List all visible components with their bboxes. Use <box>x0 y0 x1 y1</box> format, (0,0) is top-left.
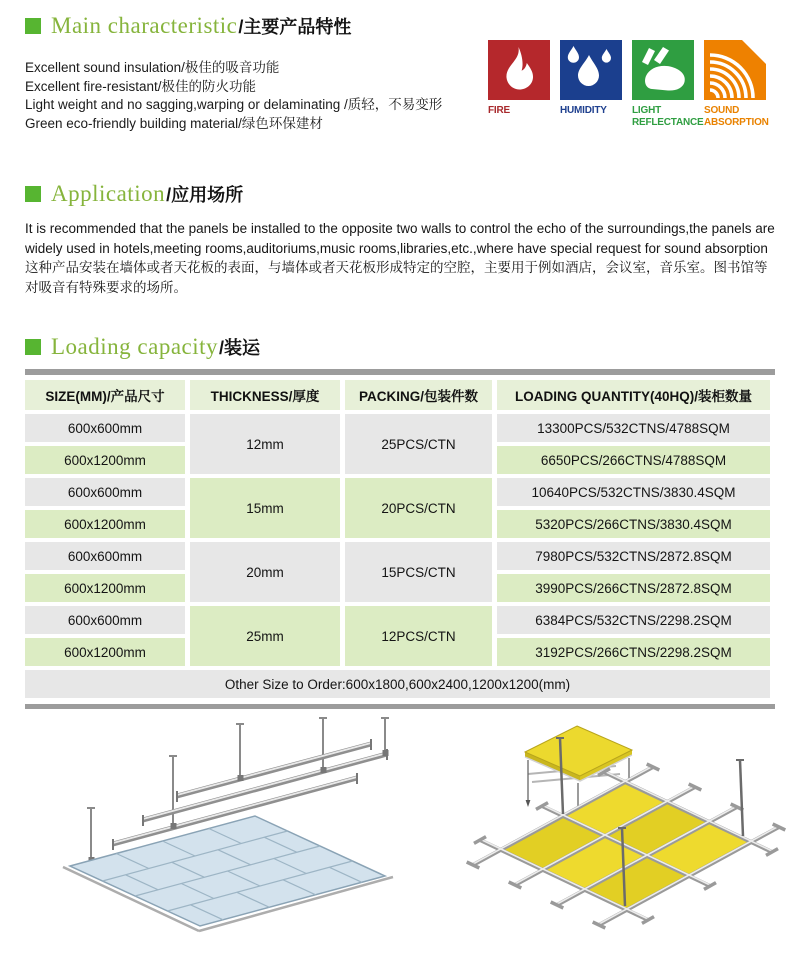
size-cell: 600x600mm <box>25 606 185 634</box>
feature-humidity <box>560 40 622 129</box>
thickness-cell: 15mm <box>190 478 340 538</box>
feature-icons-row <box>488 40 769 129</box>
humidity-icon <box>560 40 622 100</box>
feature-label: SOUND ABSORPTION <box>704 105 769 128</box>
table-row <box>25 606 770 634</box>
diagram-suspended-ceiling-blue-panels <box>25 716 420 951</box>
loading-cell: 3192PCS/266CTNS/2298.2SQM <box>497 638 770 666</box>
col-header-size: SIZE(MM)/产品尺寸 <box>25 380 185 410</box>
characteristic-line: Light weight and no sagging,warping or delaminating /质轻，不易变形 <box>25 97 443 112</box>
application-text-zh: 这种产品安装在墙体或者天花板的表面，与墙体或者天花板形成特定的空腔，主要用于例如酒店，会议室，音乐室。图书馆等对吸音有特殊要求的场所。 <box>25 260 768 295</box>
characteristic-line: Green eco-friendly building material/绿色环保建材 <box>25 115 323 131</box>
size-cell: 600x1200mm <box>25 446 185 474</box>
thickness-cell: 12mm <box>190 414 340 474</box>
heading-text-zh: /主要产品特性 <box>238 17 352 37</box>
blue-panel-field <box>63 816 393 931</box>
packing-cell: 12PCS/CTN <box>345 606 492 666</box>
col-header-loading-quantity: LOADING QUANTITY(40HQ)/装柜数量 <box>497 380 770 410</box>
heading-text-en: Application <box>51 181 166 206</box>
loading-cell: 13300PCS/532CTNS/4788SQM <box>497 414 770 442</box>
heading-text-zh: /应用场所 <box>166 185 244 205</box>
feature-label: FIRE <box>488 105 510 116</box>
loading-cell: 6650PCS/266CTNS/4788SQM <box>497 446 770 474</box>
diagram-t-grid-yellow-panels <box>420 710 795 953</box>
application-text-en: It is recommended that the panels be installed to the opposite two walls to control the echo of the surroundings,the panels are widely used in hotels,meeting rooms,auditoriums,music rooms,libraries,etc.,where have special request for sound absorption <box>25 221 775 256</box>
fire-icon <box>488 40 550 100</box>
feature-label: LIGHT REFLECTANCE <box>632 105 704 128</box>
sound-absorption-icon <box>704 40 766 100</box>
main-characteristic-heading <box>25 13 351 39</box>
loading-cell: 6384PCS/532CTNS/2298.2SQM <box>497 606 770 634</box>
loading-cell: 7980PCS/532CTNS/2872.8SQM <box>497 542 770 570</box>
packing-cell: 25PCS/CTN <box>345 414 492 474</box>
table-row <box>25 414 770 442</box>
green-square-bullet-icon <box>25 18 41 34</box>
feature-sound-absorption <box>704 40 769 129</box>
size-cell: 600x600mm <box>25 478 185 506</box>
thickness-cell: 20mm <box>190 542 340 602</box>
table-bottom-divider <box>25 704 775 709</box>
heading-text-en: Main characteristic <box>51 13 238 38</box>
col-header-thickness: THICKNESS/厚度 <box>190 380 340 410</box>
feature-fire <box>488 40 550 129</box>
thickness-cell: 25mm <box>190 606 340 666</box>
heading-text-en: Loading capacity <box>51 334 219 359</box>
size-cell: 600x600mm <box>25 414 185 442</box>
other-size-note: Other Size to Order:600x1800,600x2400,1200x1200(mm) <box>25 670 770 698</box>
packing-cell: 15PCS/CTN <box>345 542 492 602</box>
application-heading <box>25 181 243 207</box>
green-square-bullet-icon <box>25 186 41 202</box>
size-cell: 600x1200mm <box>25 638 185 666</box>
table-footer-row <box>25 670 770 698</box>
characteristic-line: Excellent fire-resistant/极佳的防火功能 <box>25 78 257 94</box>
size-cell: 600x600mm <box>25 542 185 570</box>
green-square-bullet-icon <box>25 339 41 355</box>
feature-label: HUMIDITY <box>560 105 607 116</box>
loading-capacity-table <box>20 376 775 702</box>
table-top-divider <box>25 369 775 375</box>
characteristic-line: Excellent sound insulation/极佳的吸音功能 <box>25 60 280 75</box>
characteristics-list <box>25 59 442 133</box>
feature-light-reflectance <box>632 40 704 129</box>
heading-text-zh: /装运 <box>219 338 261 358</box>
loading-capacity-heading <box>25 334 260 360</box>
col-header-packing: PACKING/包装件数 <box>345 380 492 410</box>
light-reflectance-icon <box>632 40 694 100</box>
packing-cell: 20PCS/CTN <box>345 478 492 538</box>
loading-cell: 5320PCS/266CTNS/3830.4SQM <box>497 510 770 538</box>
application-paragraph <box>25 219 777 297</box>
size-cell: 600x1200mm <box>25 510 185 538</box>
table-row <box>25 478 770 506</box>
loading-cell: 3990PCS/266CTNS/2872.8SQM <box>497 574 770 602</box>
size-cell: 600x1200mm <box>25 574 185 602</box>
table-header-row <box>25 380 770 410</box>
loading-cell: 10640PCS/532CTNS/3830.4SQM <box>497 478 770 506</box>
table-row <box>25 542 770 570</box>
